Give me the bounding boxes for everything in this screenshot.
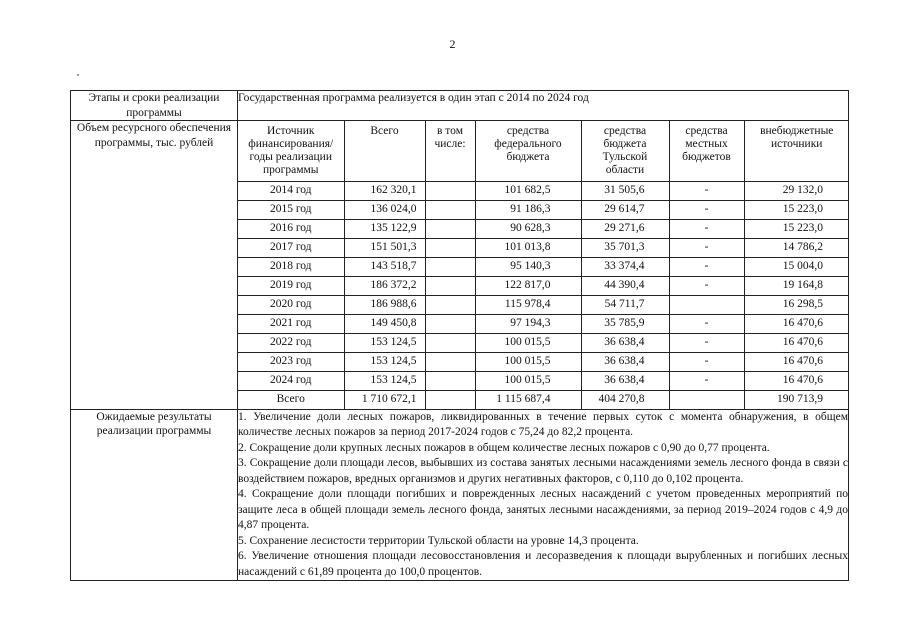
federal-cell: 101 013,8	[475, 238, 581, 257]
funding-table	[238, 121, 849, 409]
local-cell: -	[669, 371, 744, 390]
federal-cell: 90 628,3	[475, 219, 581, 238]
year-cell: Всего	[238, 390, 344, 409]
result-item: 5. Сохранение лесистости территории Тульской области на уровне 14,3 процента.	[238, 534, 639, 547]
extra-cell: 16 298,5	[744, 295, 849, 314]
regional-cell: 29 271,6	[581, 219, 669, 238]
total-cell: 162 320,1	[344, 181, 425, 200]
federal-cell: 100 015,5	[475, 333, 581, 352]
federal-cell: 101 682,5	[475, 181, 581, 200]
including-cell	[425, 257, 475, 276]
regional-cell: 35 701,3	[581, 238, 669, 257]
federal-cell: 100 015,5	[475, 371, 581, 390]
year-cell: 2022 год	[238, 333, 344, 352]
local-cell: -	[669, 181, 744, 200]
federal-cell: 122 817,0	[475, 276, 581, 295]
program-passport-table	[70, 90, 849, 581]
result-item: 1. Увеличение доли лесных пожаров, ликвидированных в течение первых суток с момента обнаружения, в общем количестве лесных пожаров за период 2017-2024 годов с 75,24 до 82,2 процента.	[238, 410, 848, 438]
local-cell: -	[669, 314, 744, 333]
total-cell: 1 710 672,1	[344, 390, 425, 409]
funding-year-row	[238, 371, 849, 390]
including-cell	[425, 238, 475, 257]
funding-year-row	[238, 333, 849, 352]
regional-cell: 404 270,8	[581, 390, 669, 409]
stages-label: Этапы и сроки реализации программы	[71, 91, 238, 121]
stages-row	[71, 91, 849, 121]
including-cell	[425, 352, 475, 371]
local-cell	[669, 390, 744, 409]
federal-cell: 115 978,4	[475, 295, 581, 314]
header-regional: средства бюджета Тульской области	[581, 121, 669, 181]
federal-cell: 95 140,3	[475, 257, 581, 276]
funding-year-row	[238, 219, 849, 238]
result-item: 6. Увеличение отношения площади лесовосстановления и лесоразведения к площади вырубленных и погибших лесных насаждений с 61,89 процента до 100,0 процентов.	[238, 550, 848, 578]
funding-year-row	[238, 200, 849, 219]
year-cell: 2023 год	[238, 352, 344, 371]
local-cell: -	[669, 333, 744, 352]
total-cell: 143 518,7	[344, 257, 425, 276]
including-cell	[425, 314, 475, 333]
total-cell: 136 024,0	[344, 200, 425, 219]
header-source: Источник финансирования/ годы реализации программы	[238, 121, 344, 181]
funding-year-row	[238, 352, 849, 371]
regional-cell: 36 638,4	[581, 371, 669, 390]
header-local: средства местных бюджетов	[669, 121, 744, 181]
including-cell	[425, 390, 475, 409]
including-cell	[425, 276, 475, 295]
including-cell	[425, 333, 475, 352]
funding-cell	[238, 121, 849, 410]
total-cell: 153 124,5	[344, 352, 425, 371]
year-cell: 2024 год	[238, 371, 344, 390]
including-cell	[425, 200, 475, 219]
federal-cell: 1 115 687,4	[475, 390, 581, 409]
funding-total-row	[238, 390, 849, 409]
including-cell	[425, 371, 475, 390]
federal-cell: 97 194,3	[475, 314, 581, 333]
local-cell: -	[669, 352, 744, 371]
funding-row	[71, 121, 849, 410]
year-cell: 2015 год	[238, 200, 344, 219]
local-cell: -	[669, 219, 744, 238]
funding-year-row	[238, 314, 849, 333]
result-item: 3. Сокращение доли площади лесов, выбывших из состава занятых лесными насаждениями земель лесного фонда в связи с воздействием пожаров, вредных организмов и других негативных факторов, с 0,110 до 0,102 процента.	[238, 457, 848, 485]
federal-cell: 100 015,5	[475, 352, 581, 371]
header-total: Всего	[344, 121, 425, 181]
total-cell: 186 988,6	[344, 295, 425, 314]
scan-speck	[77, 74, 79, 76]
extra-cell: 14 786,2	[744, 238, 849, 257]
extra-cell: 19 164,8	[744, 276, 849, 295]
result-item: 2. Сокращение доли крупных лесных пожаров в общем количестве лесных пожаров с 0,90 до 0,77 процента.	[238, 441, 770, 454]
regional-cell: 29 614,7	[581, 200, 669, 219]
extra-cell: 15 223,0	[744, 219, 849, 238]
year-cell: 2014 год	[238, 181, 344, 200]
local-cell: -	[669, 257, 744, 276]
extra-cell: 15 004,0	[744, 257, 849, 276]
result-item: 4. Сокращение доли площади погибших и поврежденных лесных насаждений с учетом проведенных мероприятий по защите леса в общей площади земель лесного фонда, занятых лесными насаждениями, за период 2019–2024 годов с 4,9 до 4,87 процента.	[238, 488, 848, 531]
year-cell: 2021 год	[238, 314, 344, 333]
year-cell: 2017 год	[238, 238, 344, 257]
extra-cell: 16 470,6	[744, 352, 849, 371]
extra-cell: 16 470,6	[744, 333, 849, 352]
results-label: Ожидаемые результаты реализации программы	[71, 409, 238, 581]
results-list	[238, 409, 849, 581]
regional-cell: 44 390,4	[581, 276, 669, 295]
including-cell	[425, 295, 475, 314]
funding-label: Объем ресурсного обеспечения программы, тыс. рублей	[71, 121, 238, 410]
header-extra: внебюджетные источники	[744, 121, 849, 181]
year-cell: 2018 год	[238, 257, 344, 276]
total-cell: 149 450,8	[344, 314, 425, 333]
funding-year-row	[238, 276, 849, 295]
local-cell: -	[669, 200, 744, 219]
including-cell	[425, 181, 475, 200]
funding-year-row	[238, 181, 849, 200]
extra-cell: 16 470,6	[744, 314, 849, 333]
year-cell: 2016 год	[238, 219, 344, 238]
header-federal: средства федерального бюджета	[475, 121, 581, 181]
federal-cell: 91 186,3	[475, 200, 581, 219]
extra-cell: 29 132,0	[744, 181, 849, 200]
including-cell	[425, 219, 475, 238]
regional-cell: 33 374,4	[581, 257, 669, 276]
regional-cell: 36 638,4	[581, 352, 669, 371]
funding-year-row	[238, 238, 849, 257]
local-cell	[669, 295, 744, 314]
funding-year-row	[238, 295, 849, 314]
regional-cell: 36 638,4	[581, 333, 669, 352]
total-cell: 186 372,2	[344, 276, 425, 295]
local-cell: -	[669, 238, 744, 257]
funding-year-row	[238, 257, 849, 276]
year-cell: 2020 год	[238, 295, 344, 314]
regional-cell: 31 505,6	[581, 181, 669, 200]
local-cell: -	[669, 276, 744, 295]
total-cell: 153 124,5	[344, 371, 425, 390]
extra-cell: 16 470,6	[744, 371, 849, 390]
regional-cell: 35 785,9	[581, 314, 669, 333]
year-cell: 2019 год	[238, 276, 344, 295]
header-including: в том числе:	[425, 121, 475, 181]
results-row	[71, 409, 849, 581]
regional-cell: 54 711,7	[581, 295, 669, 314]
total-cell: 135 122,9	[344, 219, 425, 238]
total-cell: 153 124,5	[344, 333, 425, 352]
extra-cell: 190 713,9	[744, 390, 849, 409]
total-cell: 151 501,3	[344, 238, 425, 257]
page-number: 2	[449, 37, 456, 51]
funding-header-row	[238, 121, 849, 181]
stages-value: Государственная программа реализуется в один этап с 2014 по 2024 год	[238, 91, 849, 121]
extra-cell: 15 223,0	[744, 200, 849, 219]
